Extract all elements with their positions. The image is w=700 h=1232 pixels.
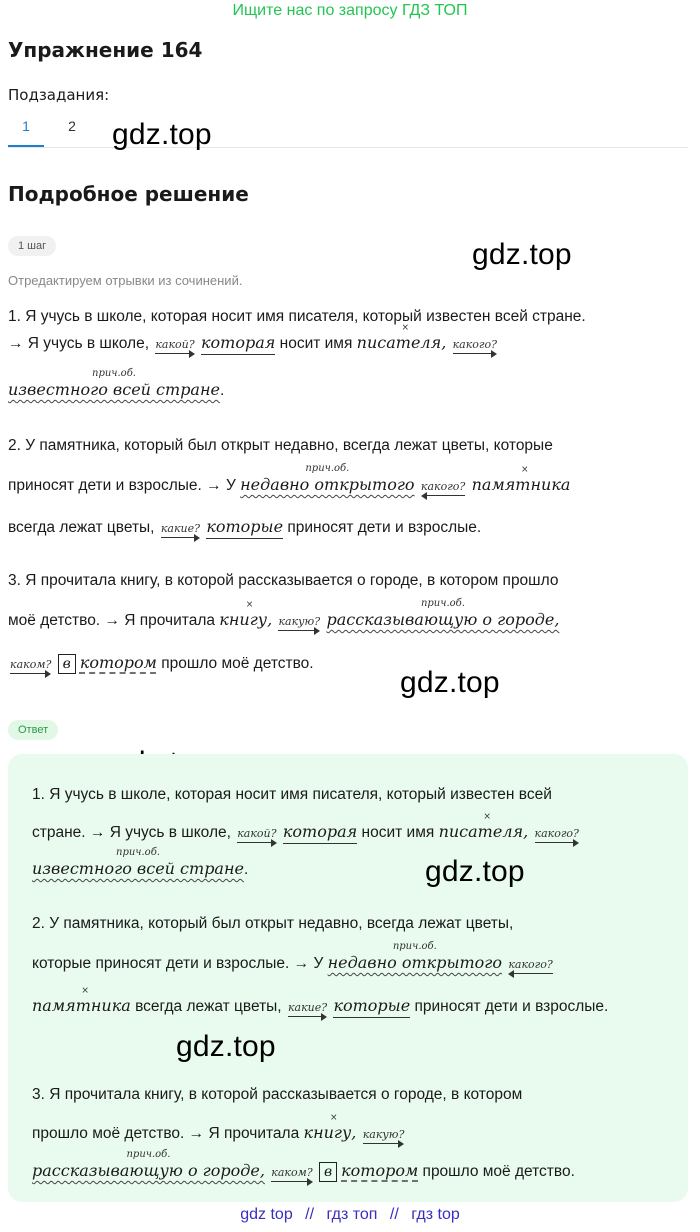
text: → Я прочитала <box>188 1125 300 1142</box>
arrow-question <box>451 339 499 359</box>
arrow-shaft <box>508 969 552 979</box>
participle-phrase <box>327 941 503 972</box>
arrow-shaft <box>10 669 51 679</box>
footer-links <box>0 1206 700 1224</box>
participle-mark: прич.об. <box>116 847 160 858</box>
arrow-shaft <box>161 533 200 543</box>
sentence-3-edit-line-2 <box>8 653 314 679</box>
participle-mark: прич.об. <box>392 941 437 952</box>
arrow-question <box>153 339 196 359</box>
arrow-shaft <box>421 491 465 501</box>
text: носит имя <box>279 335 353 352</box>
word: книгу, <box>219 610 273 629</box>
text: → У <box>206 477 236 494</box>
arrow-question <box>159 523 202 543</box>
answer-2-edit-line <box>32 941 555 979</box>
arrow-question <box>419 481 467 501</box>
main-word <box>438 812 529 841</box>
text: всегда лежат цветы, <box>8 519 155 536</box>
arrow-label: какие? <box>287 1001 328 1014</box>
arrow-question <box>8 659 53 679</box>
word: писателя, <box>438 822 529 841</box>
arrow-question <box>533 828 581 848</box>
page-title: Упражнение 164 <box>8 38 203 62</box>
text: которые приносят дети и взрослые. <box>32 955 290 972</box>
main-word <box>219 600 273 629</box>
participle-mark: прич.об. <box>126 1149 171 1160</box>
watermark: gdz.top <box>425 855 525 888</box>
participle-mark: прич.об. <box>305 463 350 474</box>
arrow-label: какую? <box>278 615 321 628</box>
arrow-label: какого? <box>452 338 498 351</box>
participle-phrase <box>32 847 244 878</box>
text: → Я учусь в школе, <box>89 824 231 841</box>
preposition-box: в <box>319 1162 337 1182</box>
cross-mark: × <box>521 465 529 475</box>
text: стране. <box>32 824 86 841</box>
text: . <box>219 382 225 399</box>
main-word <box>32 986 131 1015</box>
text: моё детство. <box>8 612 101 629</box>
text: приносят дети и взрослые. <box>8 477 202 494</box>
tab-1[interactable]: 1 <box>8 118 44 147</box>
arrow-question <box>276 616 322 636</box>
answer-3-original: 3. Я прочитала книгу, в которой рассказывается о городе, в котором <box>32 1086 523 1103</box>
arrow-shaft <box>453 349 497 359</box>
footer-link[interactable]: гдз топ <box>326 1206 378 1223</box>
cross-mark: × <box>245 600 254 610</box>
arrow-label: какую? <box>362 1128 405 1141</box>
word: памятника <box>471 475 571 494</box>
arrow-label: какого? <box>420 480 466 493</box>
word: недавно открытого <box>240 475 415 494</box>
arrow-label: какого? <box>534 827 579 840</box>
footer-link[interactable]: гдз top <box>411 1206 460 1223</box>
main-word <box>471 465 571 494</box>
answer-3-edit-line-2 <box>32 1149 575 1187</box>
arrow-label: какого? <box>508 958 553 971</box>
answer-1-edit-line-2 <box>32 847 249 879</box>
main-word <box>356 323 447 352</box>
word: известного всей стране <box>32 859 244 878</box>
text: носит имя <box>361 824 435 841</box>
answer-2-original: 2. У памятника, который был открыт недавно, всегда лежат цветы, <box>32 915 514 932</box>
word: рассказывающую о городе, <box>32 1161 265 1180</box>
word: известного всей стране <box>8 380 220 399</box>
sentence-2-edit-line <box>8 463 571 501</box>
text: прошло моё детство. <box>161 655 314 672</box>
word: которые <box>206 517 283 539</box>
text: прошло моё детство. <box>422 1163 575 1180</box>
participle-phrase <box>32 1149 265 1180</box>
cross-mark: × <box>401 323 410 333</box>
step-chip: 1 шаг <box>8 236 56 256</box>
arrow-question <box>506 959 554 979</box>
text: всегда лежат цветы, <box>135 998 282 1015</box>
sentence-1-edit-line <box>8 323 499 359</box>
text: → Я учусь в школе, <box>8 335 150 352</box>
cross-mark: × <box>81 986 89 996</box>
arrow-shaft <box>535 838 579 848</box>
arrow-question <box>235 828 278 848</box>
sentence-3-original: 3. Я прочитала книгу, в которой рассказывается о городе, в котором прошло <box>8 572 559 589</box>
section-title: Подробное решение <box>8 182 249 206</box>
word: котором <box>341 1161 419 1180</box>
arrow-label: какие? <box>160 522 200 535</box>
word: которая <box>283 822 357 844</box>
arrow-shaft <box>288 1012 327 1022</box>
watermark: gdz.top <box>400 666 500 699</box>
participle-phrase <box>240 463 415 494</box>
arrow-question <box>361 1129 407 1149</box>
word: книгу, <box>303 1123 357 1142</box>
arrow-label: каком? <box>10 658 52 671</box>
text: приносят дети и взрослые. <box>414 998 609 1015</box>
text: . <box>243 861 249 878</box>
arrow-shaft <box>155 349 194 359</box>
answer-3-edit-line <box>32 1113 406 1149</box>
text: приносят дети и взрослые. <box>287 519 482 536</box>
arrow-label: каком? <box>271 1166 313 1179</box>
arrow-shaft <box>278 626 320 636</box>
subtask-tabs <box>8 114 688 148</box>
word: писателя, <box>356 333 447 352</box>
sentence-2-original: 2. У памятника, который был открыт недавно, всегда лежат цветы, которые <box>8 437 553 454</box>
answer-1-original: 1. Я учусь в школе, которая носит имя писателя, который известен всей <box>32 786 552 803</box>
word: памятника <box>32 996 131 1015</box>
watermark: gdz.top <box>112 118 212 151</box>
tab-2[interactable]: 2 <box>68 118 76 134</box>
arrow-question <box>286 1002 329 1022</box>
arrow-label: какой? <box>237 827 277 840</box>
sentence-1-original: 1. Я учусь в школе, которая носит имя писателя, который известен всей стране. <box>8 308 586 325</box>
arrow-shaft <box>271 1177 312 1187</box>
preposition-box: в <box>58 654 76 674</box>
watermark: gdz.top <box>472 238 572 271</box>
top-banner: Ищите нас по запросу ГДЗ ТОП <box>232 2 468 19</box>
participle-phrase <box>8 368 220 399</box>
arrow-shaft <box>363 1139 405 1149</box>
word: рассказывающую о городе, <box>326 610 560 629</box>
cross-mark: × <box>329 1113 338 1123</box>
word: которые <box>333 996 410 1018</box>
text: прошло моё детство. <box>32 1125 185 1142</box>
arrow-question <box>269 1167 314 1187</box>
main-word <box>303 1113 357 1142</box>
subtasks-label: Подзадания: <box>8 86 110 104</box>
sentence-1-edit-line-2 <box>8 368 225 400</box>
footer-separator: // <box>305 1206 315 1223</box>
participle-phrase <box>326 598 560 629</box>
word: которая <box>201 333 275 355</box>
answer-1-edit-line <box>32 812 581 848</box>
text: → У <box>293 955 324 972</box>
word: котором <box>79 653 157 672</box>
intro-text: Отредактируем отрывки из сочинений. <box>8 273 243 288</box>
watermark: gdz.top <box>176 1030 276 1063</box>
footer-link[interactable]: gdz top <box>240 1206 293 1223</box>
participle-mark: прич.об. <box>420 598 465 609</box>
sentence-3-edit-line <box>8 598 560 636</box>
footer-separator: // <box>389 1206 399 1223</box>
answer-2-edit-line-2 <box>32 986 609 1022</box>
word: недавно открытого <box>327 953 503 972</box>
sentence-2-edit-line-2 <box>8 517 481 543</box>
text: → Я прочитала <box>104 612 215 629</box>
arrow-label: какой? <box>155 338 195 351</box>
answer-chip: Ответ <box>8 720 58 740</box>
cross-mark: × <box>483 812 491 822</box>
participle-mark: прич.об. <box>92 368 136 379</box>
